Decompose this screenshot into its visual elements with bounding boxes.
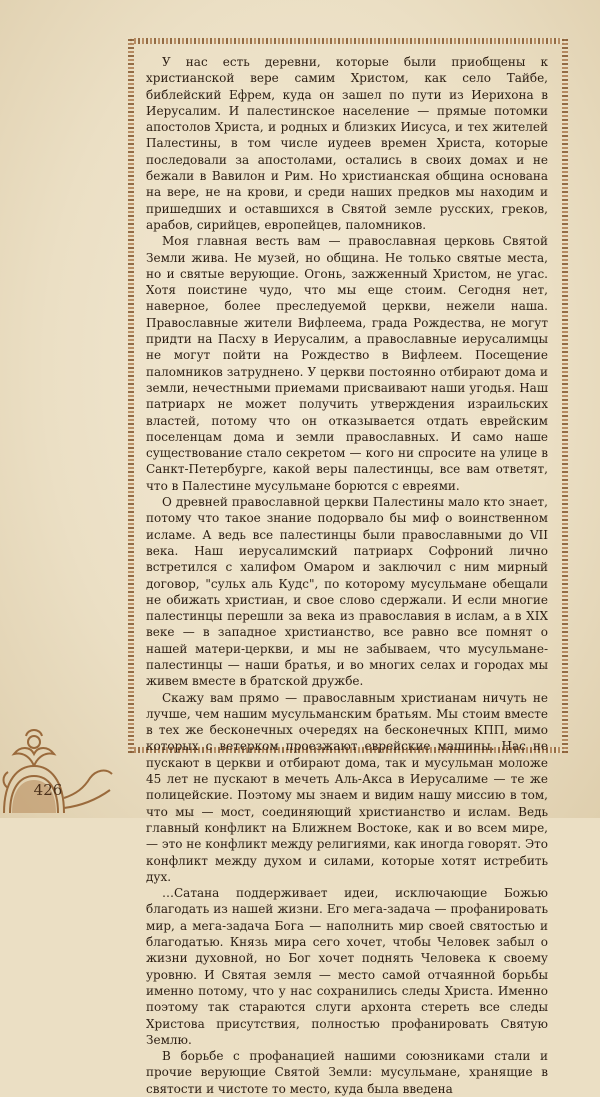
- paragraph: Моя главная весть вам — православная церковь Святой Земли жива. Не музей, но община. Не только святые места, но и святые верующие. Огонь, зажженный Христом, не угас. Хотя поистине чудо, что мы еще стоим. Сегодня нет, наверное, более преследуемой церкви, нежели наша. Православные жители Вифлеема, града Рождества, не могут придти на Пасху в Иерусалим, а православные иерусалимцы не могут пойти на Рождество в Вифлеем. Посещение паломников затруднено. У церкви постоянно отбирают дома и земли, нечестными приемами присваивают наши угодья. Наш патриарх не может получить утверждения израильских властей, потому что он отказывается отдать еврейским поселенцам дома и земли православных. И само наше существование стало секретом — кого ни спросите на улице в Санкт-Петербурге, какой веры палестинцы, все вам ответят, что в Палестине мусульмане борются с евреями.: [146, 234, 548, 493]
- paragraph: Скажу вам прямо — православным христианам ничуть не лучше, чем нашим мусульманским братьям. Мы стоим вместе в тех же бесконечных очередях на бесконечных КПП, мимо которых с ветерком проезжают еврейские машины. Нас не пускают в церкви и отбирают дома, так и мусульман моложе 45 лет не пускают в мечеть Аль-Акса в Иерусалиме — те же полицейские. Поэтому мы знаем и видим нашу миссию в том, что мы — мост, соединяющий христианство и ислам. Ведь главный конфликт на Ближнем Востоке, как и во всем мире, — это не конфликт между религиями, как иногда говорят. Это конфликт между духом и силами, которые хотят истребить дух.: [146, 690, 548, 884]
- body-text: [146, 54, 548, 1097]
- page-number: 426: [33, 781, 63, 799]
- frame-border-top: [130, 38, 568, 44]
- frame-border-right: [562, 38, 568, 753]
- corner-ornament-icon: [0, 718, 118, 818]
- paragraph: О древней православной церкви Палестины мало кто знает, потому что такое знание подорвало бы миф о воинственном исламе. А ведь все палестинцы были православными до VII века. Наш иерусалимский патриарх Софроний лично встретился с халифом Омаром и заключил с ним мирный договор, "сульх аль Кудс", по которому мусульмане обещали не обижать христиан, и свое слово сдержали. И если многие палестинцы перешли за века из православия в ислам, а в XIX веке — в западное христианство, все равно все помнят о нашей матери-церкви, и мы не забываем, что мусульмане-палестинцы — наши братья, и во многих селах и городах мы живем вместе в братской дружбе.: [146, 495, 548, 689]
- frame-border-left: [128, 38, 134, 753]
- paragraph: В борьбе с профанацией нашими союзниками стали и прочие верующие Святой Земли: мусульмане, хранящие в святости и чистоте то место, куда была введена: [146, 1049, 548, 1096]
- paragraph: У нас есть деревни, которые были приобщены к христианской вере самим Христом, как село Тайбе, библейский Ефрем, куда он зашел по пути из Иерихона в Иерусалим. И палестинское население — прямые потомки апостолов Христа, и родных и близких Иисуса, и тех жителей Палестины, в том числе иудеев времен Христа, которые последовали за апостолами, остались в своих домах и не бежали в Вавилон и Рим. Но христианская община основана на вере, не на крови, и среди наших предков мы находим и пришедших и оставшихся в Святой земле русских, греков, арабов, сирийцев, европейцев, паломников.: [146, 55, 548, 232]
- paragraph: …Сатана поддерживает идеи, исключающие Божью благодать из нашей жизни. Его мега-задача — профанировать мир, а мега-задача Бога — наполнить мир своей святостью и благодатью. Князь мира сего хочет, чтобы Человек забыл о жизни духовной, но Бог хочет поднять Человека к своему уровню. И Святая земля — место самой отчаянной борьбы именно потому, что у нас сохранились следы Христа. Именно поэтому так стараются слуги архонта стереть все следы Христова присутствия, полностью профанировать Святую Землю.: [146, 886, 548, 1047]
